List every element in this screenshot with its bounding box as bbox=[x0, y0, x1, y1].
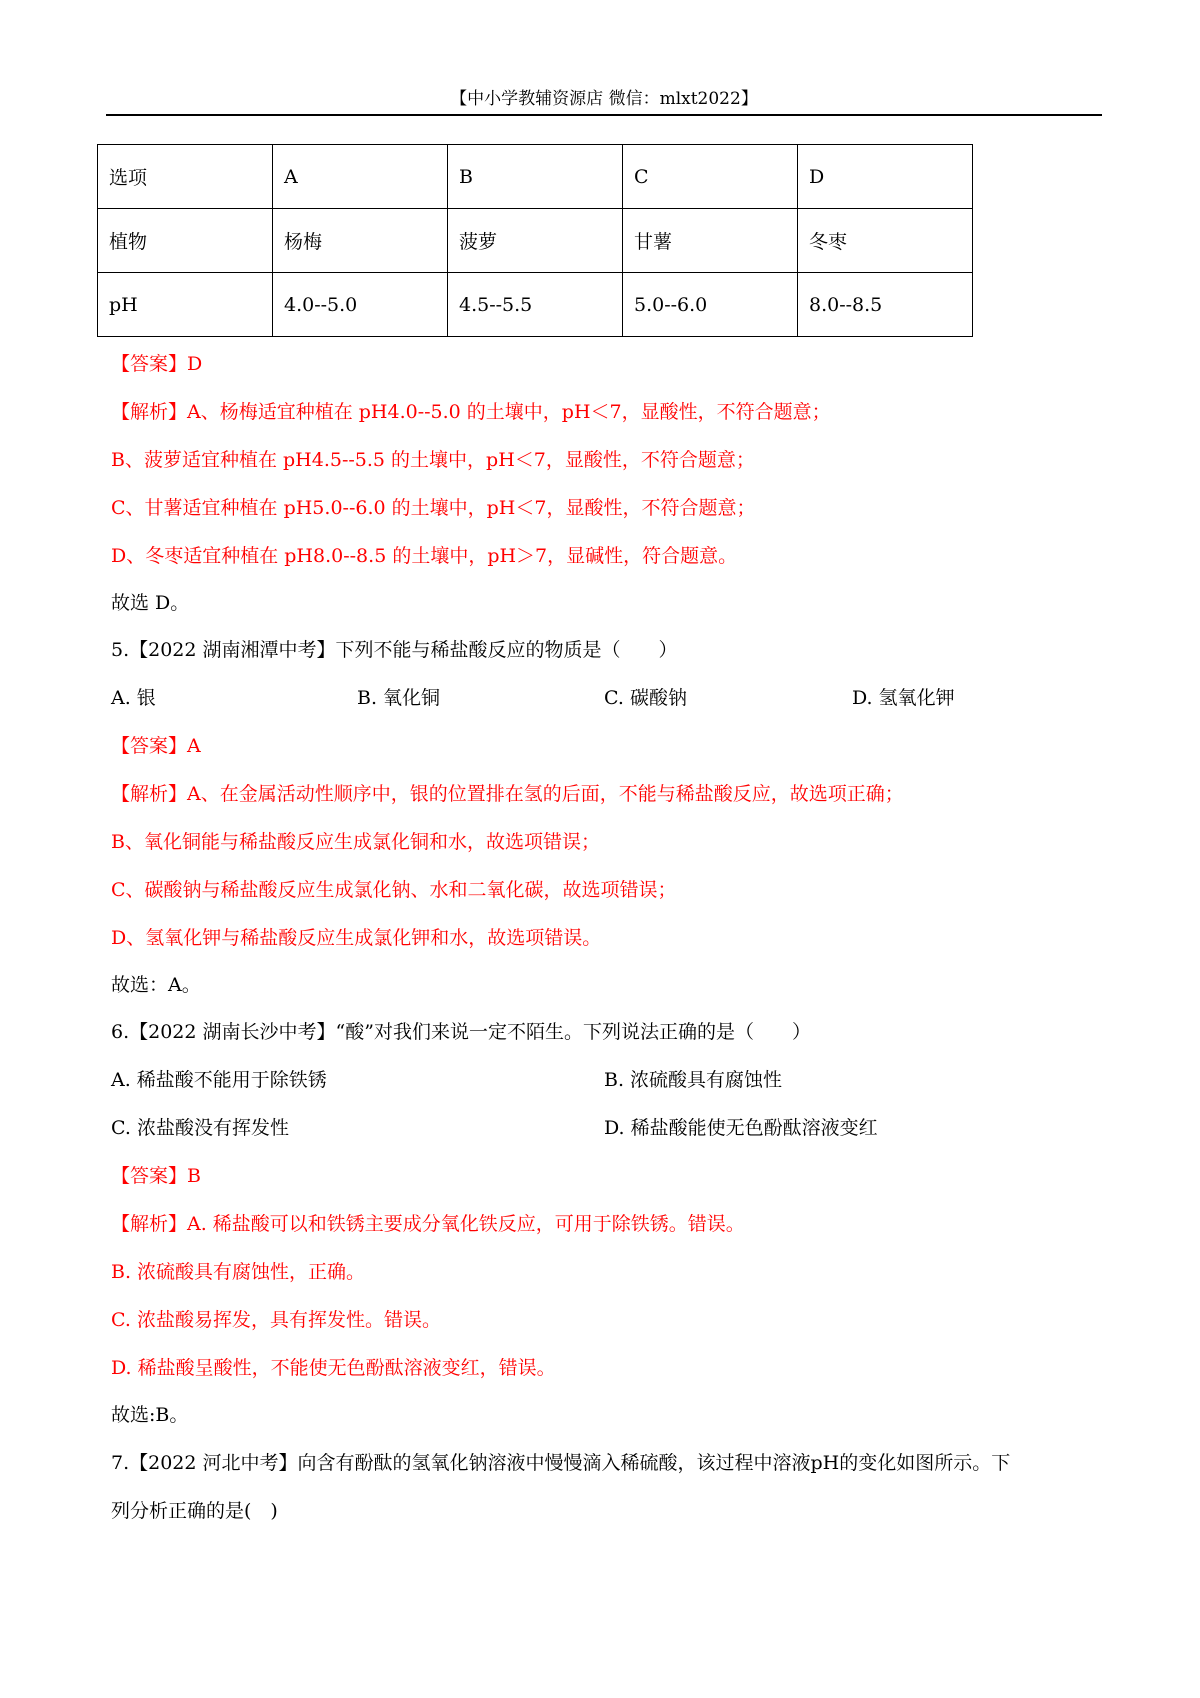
q5-stem: 5.【2022 湖南湘潭中考】下列不能与稀盐酸反应的物质是（ ） bbox=[111, 639, 678, 661]
q5-option-d: D. 氢氧化钾 bbox=[852, 687, 955, 709]
table-row bbox=[98, 209, 973, 273]
q6-analysis-line: 【解析】A. 稀盐酸可以和铁锈主要成分氧化铁反应，可用于除铁锈。错误。 bbox=[111, 1213, 745, 1235]
table-cell: 4.0--5.0 bbox=[273, 273, 448, 337]
q6-option-b: B. 浓硫酸具有腐蚀性 bbox=[604, 1069, 783, 1091]
table-cell: B bbox=[448, 145, 623, 209]
q5-analysis-line: D、氢氧化钾与稀盐酸反应生成氯化钾和水，故选项错误。 bbox=[111, 927, 602, 949]
table-row bbox=[98, 145, 973, 209]
q7-stem-line: 列分析正确的是( ) bbox=[111, 1500, 278, 1522]
table-cell: C bbox=[623, 145, 798, 209]
ph-table bbox=[97, 144, 973, 337]
table-cell: 冬枣 bbox=[798, 209, 973, 273]
table-cell: 选项 bbox=[98, 145, 273, 209]
q6-option-d: D. 稀盐酸能使无色酚酞溶液变红 bbox=[604, 1117, 878, 1139]
q4-analysis-line: 【解析】A、杨梅适宜种植在 pH4.0--5.0 的土壤中，pH＜7，显酸性，不符合题意； bbox=[111, 401, 831, 423]
table-row bbox=[98, 273, 973, 337]
q6-option-c: C. 浓盐酸没有挥发性 bbox=[111, 1117, 289, 1139]
q5-analysis-line: B、氧化铜能与稀盐酸反应生成氯化铜和水，故选项错误； bbox=[111, 831, 600, 853]
table-cell: 5.0--6.0 bbox=[623, 273, 798, 337]
q7-stem-line: 7.【2022 河北中考】向含有酚酞的氢氧化钠溶液中慢慢滴入稀硫酸，该过程中溶液pH的变化如图所示。下 bbox=[111, 1452, 1011, 1474]
table-cell: 4.5--5.5 bbox=[448, 273, 623, 337]
q4-analysis-line: C、甘薯适宜种植在 pH5.0--6.0 的土壤中，pH＜7，显酸性，不符合题意； bbox=[111, 497, 756, 519]
table-cell: A bbox=[273, 145, 448, 209]
q4-analysis-line: D、冬枣适宜种植在 pH8.0--8.5 的土壤中，pH＞7，显碱性，符合题意。 bbox=[111, 545, 738, 567]
q5-analysis-line: 【解析】A、在金属活动性顺序中，银的位置排在氢的后面，不能与稀盐酸反应，故选项正确； bbox=[111, 783, 904, 805]
q4-answer: 【答案】D bbox=[111, 353, 203, 375]
page-header: 【中小学教辅资源店 微信：mlxt2022】 bbox=[106, 84, 1102, 116]
q5-conclusion: 故选：A。 bbox=[111, 974, 201, 996]
q6-option-a: A. 稀盐酸不能用于除铁锈 bbox=[111, 1069, 327, 1091]
table-cell: 8.0--8.5 bbox=[798, 273, 973, 337]
table-cell: pH bbox=[98, 273, 273, 337]
q5-analysis-line: C、碳酸钠与稀盐酸反应生成氯化钠、水和二氧化碳，故选项错误； bbox=[111, 879, 677, 901]
q6-analysis-line: D. 稀盐酸呈酸性，不能使无色酚酞溶液变红，错误。 bbox=[111, 1357, 556, 1379]
q6-conclusion: 故选:B。 bbox=[111, 1404, 189, 1426]
q4-analysis-line: B、菠萝适宜种植在 pH4.5--5.5 的土壤中，pH＜7，显酸性，不符合题意； bbox=[111, 449, 755, 471]
q5-option-b: B. 氧化铜 bbox=[357, 687, 441, 709]
q6-analysis-line: C. 浓盐酸易挥发，具有挥发性。错误。 bbox=[111, 1309, 441, 1331]
table-cell: 植物 bbox=[98, 209, 273, 273]
table-cell: 杨梅 bbox=[273, 209, 448, 273]
q4-conclusion: 故选 D。 bbox=[111, 592, 190, 614]
table-cell: 甘薯 bbox=[623, 209, 798, 273]
table-cell: D bbox=[798, 145, 973, 209]
q5-answer: 【答案】A bbox=[111, 735, 201, 757]
q5-option-c: C. 碳酸钠 bbox=[604, 687, 687, 709]
q6-stem: 6.【2022 湖南长沙中考】“酸”对我们来说一定不陌生。下列说法正确的是（ ） bbox=[111, 1021, 811, 1043]
q6-answer: 【答案】B bbox=[111, 1165, 201, 1187]
q5-option-a: A. 银 bbox=[111, 687, 156, 709]
q6-analysis-line: B. 浓硫酸具有腐蚀性，正确。 bbox=[111, 1261, 366, 1283]
table-cell: 菠萝 bbox=[448, 209, 623, 273]
